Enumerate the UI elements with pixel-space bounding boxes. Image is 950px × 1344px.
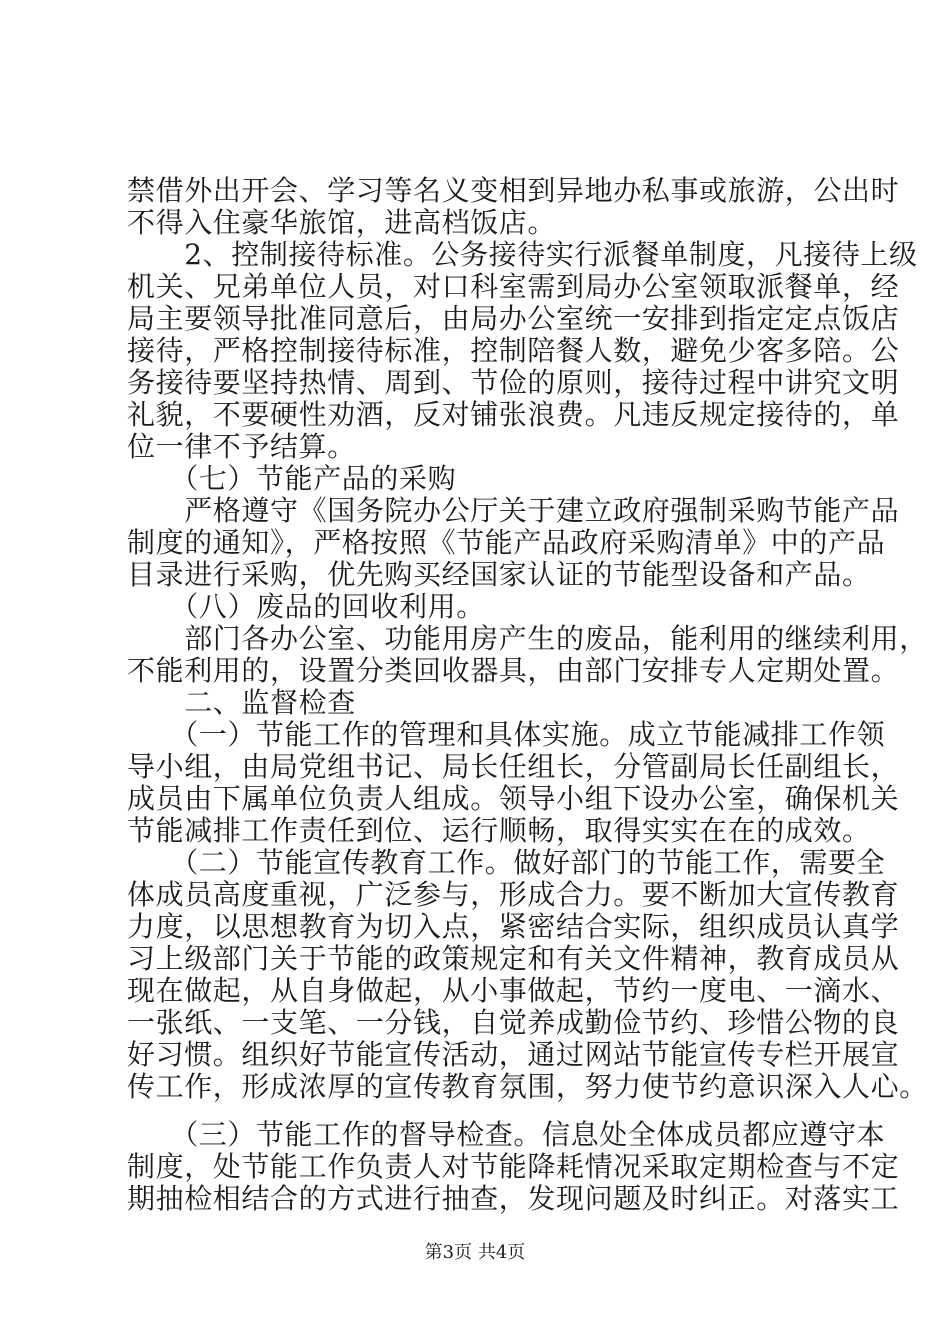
- text-line: 不得入住豪华旅馆，进高档饭店。: [127, 206, 557, 239]
- text-line: （一）节能工作的管理和具体实施。成立节能减排工作领: [127, 718, 886, 751]
- text-line: 严格遵守《国务院办公厅关于建立政府强制采购节能产品: [127, 494, 900, 527]
- text-line: 2、控制接待标准。公务接待实行派餐单制度，凡接待上级: [127, 238, 918, 271]
- text-line: 不能利用的，设置分类回收器具，由部门安排专人定期处置。: [127, 654, 900, 687]
- text-line: 目录进行采购，优先购买经国家认证的节能型设备和产品。: [127, 558, 871, 591]
- text-line: 习上级部门关于节能的政策规定和有关文件精神，教育成员从: [127, 942, 900, 975]
- text-line: 现在做起，从自身做起，从小事做起，节约一度电、一滴水、: [127, 974, 900, 1007]
- text-line: 成员由下属单位负责人组成。领导小组下设办公室，确保机关: [127, 782, 900, 815]
- text-line: 位一律不予结算。: [127, 430, 356, 463]
- text-line: 导小组，由局党组书记、局长任组长，分管副局长任副组长，: [127, 750, 900, 783]
- text-line: 制度，处节能工作负责人对节能降耗情况采取定期检查与不定: [127, 1150, 900, 1183]
- text-line: 好习惯。组织好节能宣传活动，通过网站节能宣传专栏开展宣: [127, 1038, 900, 1071]
- text-line: 接待，严格控制接待标准，控制陪餐人数，避免少客多陪。公: [127, 334, 900, 367]
- text-line: 部门各办公室、功能用房产生的废品，能利用的继续利用，: [127, 622, 928, 655]
- text-line: 禁借外出开会、学习等名义变相到异地办私事或旅游，公出时: [127, 174, 900, 207]
- text-line: 体成员高度重视，广泛参与，形成合力。要不断加大宣传教育: [127, 878, 900, 911]
- section-heading: （七）节能产品的采购: [127, 462, 457, 495]
- text-line: 力度，以思想教育为切入点，紧密结合实际，组织成员认真学: [127, 910, 900, 943]
- text-line: 传工作，形成浓厚的宣传教育氛围，努力使节约意识深入人心。: [127, 1070, 928, 1103]
- text-line: 机关、兄弟单位人员，对口科室需到局办公室领取派餐单，经: [127, 270, 900, 303]
- text-line: 礼貌，不要硬性劝酒，反对铺张浪费。凡违反规定接待的，单: [127, 398, 900, 431]
- text-line: 制度的通知》，严格按照《节能产品政府采购清单》中的产品: [127, 526, 886, 559]
- text-line: 节能减排工作责任到位、运行顺畅，取得实实在在的成效。: [127, 814, 871, 847]
- text-line: （二）节能宣传教育工作。做好部门的节能工作，需要全: [127, 846, 886, 879]
- text-line: 期抽检相结合的方式进行抽查，发现问题及时纠正。对落实工: [127, 1182, 900, 1215]
- text-line: 务接待要坚持热情、周到、节俭的原则，接待过程中讲究文明: [127, 366, 900, 399]
- section-heading: （八）废品的回收利用。: [127, 590, 485, 623]
- text-line: （三）节能工作的督导检查。信息处全体成员都应遵守本: [127, 1118, 886, 1151]
- text-line: 局主要领导批准同意后，由局办公室统一安排到指定定点饭店: [127, 302, 900, 335]
- page-number-footer: 第3页 共4页: [424, 1242, 526, 1263]
- section-heading: 二、监督检查: [127, 686, 356, 719]
- text-line: 一张纸、一支笔、一分钱，自觉养成勤俭节约、珍惜公物的良: [127, 1006, 900, 1039]
